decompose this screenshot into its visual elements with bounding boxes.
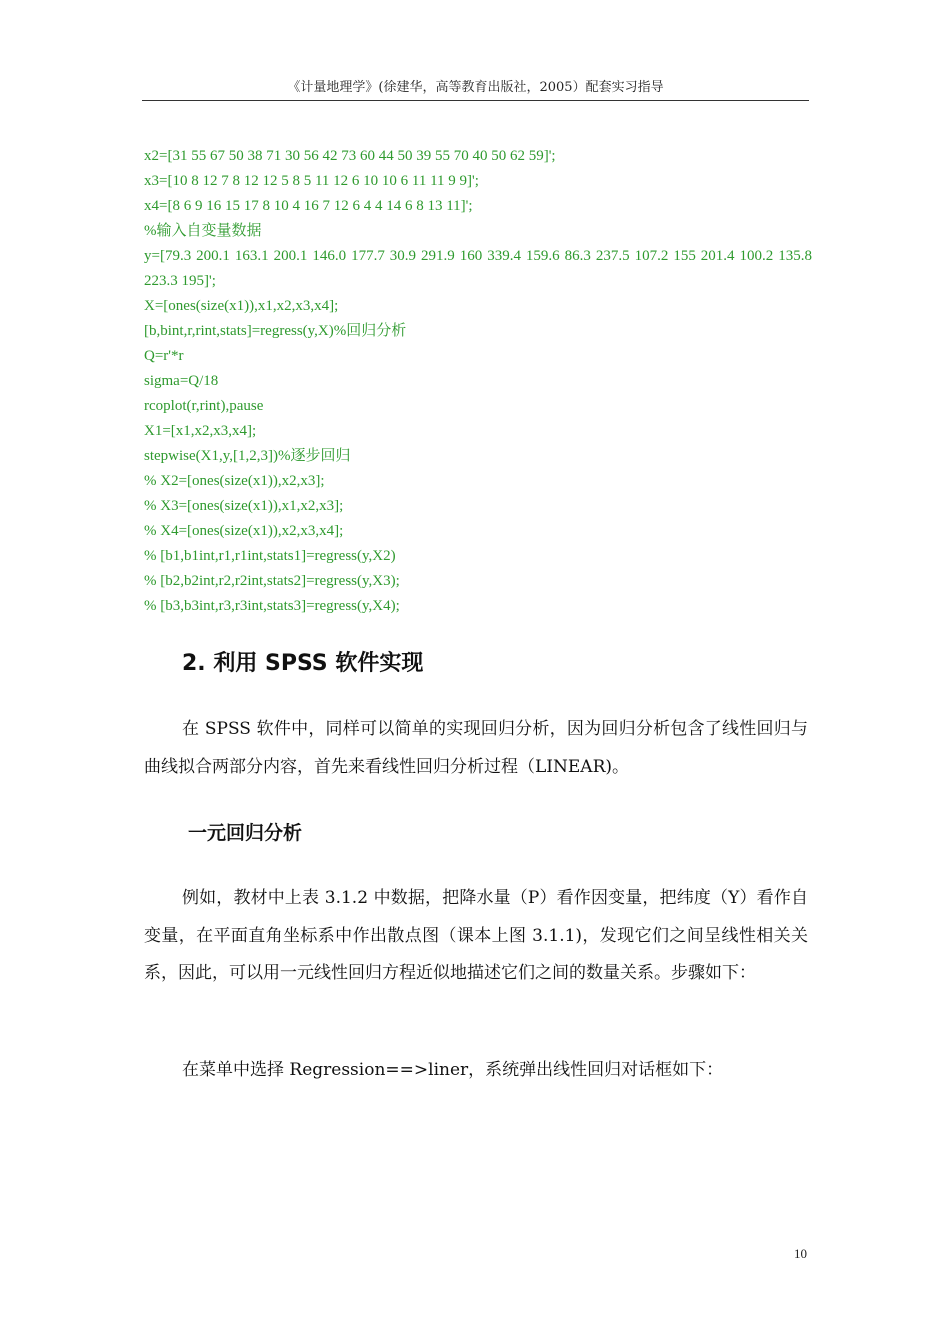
code-line: % X3=[ones(size(x1)),x1,x2,x3];: [144, 498, 344, 514]
code-line: stepwise(X1,y,[1,2,3])%逐步回归: [144, 448, 351, 464]
matlab-code-block: [144, 144, 812, 619]
page-header: [142, 78, 809, 101]
code-line: % [b2,b2int,r2,r2int,stats2]=regress(y,X3);: [144, 573, 400, 589]
code-line: X=[ones(size(x1)),x1,x2,x3,x4];: [144, 298, 339, 314]
code-line: Q=r'*r: [144, 348, 184, 364]
code-line: x4=[8 6 9 16 15 17 8 10 4 16 7 12 6 4 4 14 6 8 13 11]';: [144, 198, 473, 214]
code-line: X1=[x1,x2,x3,x4];: [144, 423, 257, 439]
code-comment: %输入自变量数据: [144, 223, 262, 239]
header-title: 《计量地理学》(徐建华，高等教育出版社，2005）配套实习指导: [287, 80, 664, 95]
code-line: [b,bint,r,rint,stats]=regress(y,X)%回归分析: [144, 323, 407, 339]
code-line: sigma=Q/18: [144, 373, 219, 389]
body-paragraph: 在 SPSS 软件中，同样可以简单的实现回归分析，因为回归分析包含了线性回归与曲线拟合两部分内容，首先来看线性回归分析过程（LINEAR)。: [144, 719, 808, 777]
page-number: 10: [794, 1246, 807, 1261]
code-line: x2=[31 55 67 50 38 71 30 56 42 73 60 44 50 39 55 70 40 50 62 59]';: [144, 148, 556, 164]
code-line: x3=[10 8 12 7 8 12 12 5 8 5 11 12 6 10 10 6 11 11 9 9]';: [144, 173, 479, 189]
code-line: % X2=[ones(size(x1)),x2,x3];: [144, 473, 325, 489]
code-line: rcoplot(r,rint),pause: [144, 398, 264, 414]
code-line: y=[79.3 200.1 163.1 200.1 146.0 177.7 30.9 291.9 160 339.4 159.6 86.3 237.5 107.2 155 201.4 100.2 135.8 223.3 195]';: [144, 248, 812, 289]
code-line: % [b3,b3int,r3,r3int,stats3]=regress(y,X4);: [144, 598, 400, 614]
section-heading: 2. 利用 SPSS 软件实现: [182, 651, 424, 676]
body-paragraph: 例如，教材中上表 3.1.2 中数据，把降水量（P）看作因变量，把纬度（Y）看作自变量，在平面直角坐标系中作出散点图（课本上图 3.1.1)，发现它们之间呈线性相关关系，因此，可以用一元线性回归方程近似地描述它们之间的数量关系。步骤如下：: [144, 888, 808, 983]
subsection-heading: 一元回归分析: [188, 822, 303, 844]
code-line: % X4=[ones(size(x1)),x2,x3,x4];: [144, 523, 344, 539]
body-paragraph: 在菜单中选择 Regression==>liner，系统弹出线性回归对话框如下：: [182, 1060, 724, 1080]
code-line: % [b1,b1int,r1,r1int,stats1]=regress(y,X2): [144, 548, 396, 564]
